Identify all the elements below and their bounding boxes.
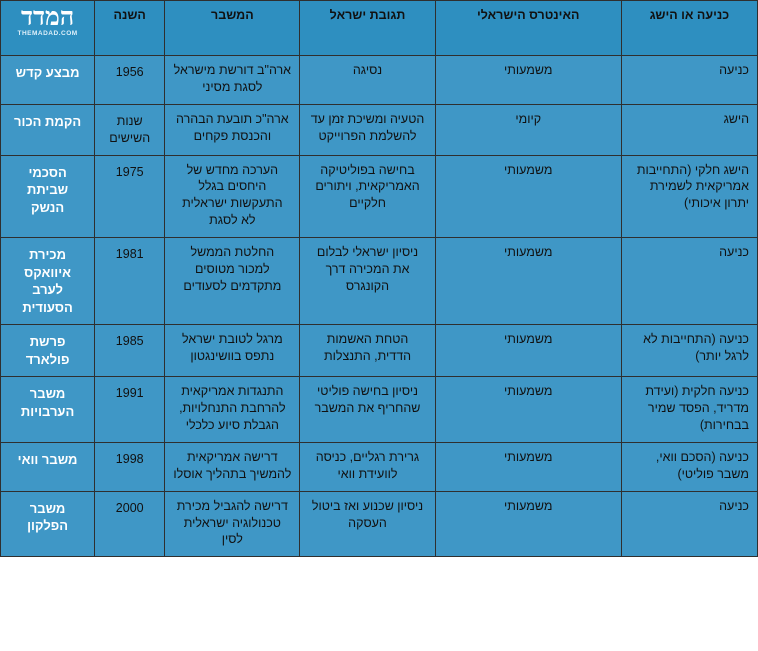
cell-event-name: משבר וואי	[1, 442, 95, 491]
cell-outcome: כניעה (הסכם וואי, משבר פוליטי)	[621, 442, 757, 491]
cell-event-name: פרשת פולארד	[1, 325, 95, 377]
column-header-israeli-interest: האינטרס הישראלי	[435, 1, 621, 56]
cell-event-name: משבר הערבויות	[1, 377, 95, 443]
cell-israeli-interest: משמעותי	[435, 377, 621, 443]
cell-israeli-response: בחישה בפוליטיקה האמריקאית, ויתורים חלקיים	[300, 155, 435, 238]
cell-israeli-response: הטעיה ומשיכת זמן עד להשלמת הפרוייקט	[300, 104, 435, 155]
cell-israeli-interest: משמעותי	[435, 155, 621, 238]
cell-outcome: כניעה חלקית (ועידת מדריד, הפסד שמיר בבחירות)	[621, 377, 757, 443]
table-row	[1, 491, 758, 557]
cell-year: 1991	[95, 377, 165, 443]
cell-outcome: כניעה	[621, 491, 757, 557]
cell-year: 1981	[95, 238, 165, 325]
column-header-outcome: כניעה או הישג	[621, 1, 757, 56]
table-row	[1, 442, 758, 491]
cell-israeli-interest: משמעותי	[435, 442, 621, 491]
logo-subtitle: THEMADAD.COM	[17, 30, 78, 37]
cell-crisis: הערכה מחדש של היחסים בגלל התעקשות ישראלית לא לסגת	[165, 155, 300, 238]
table-row	[1, 325, 758, 377]
table-header-row	[1, 1, 758, 56]
cell-israeli-response: הטחת האשמות הדדית, התנצלות	[300, 325, 435, 377]
table-header	[1, 1, 758, 56]
cell-israeli-response: ניסיון ישראלי לבלום את המכירה דרך הקונגרס	[300, 238, 435, 325]
cell-crisis: ארה"ב דורשת מישראל לסגת מסיני	[165, 56, 300, 105]
column-header-crisis: המשבר	[165, 1, 300, 56]
cell-crisis: החלטת הממשל למכור מטוסים מתקדמים לסעודים	[165, 238, 300, 325]
cell-israeli-interest: משמעותי	[435, 238, 621, 325]
cell-outcome: הישג חלקי (התחייבות אמריקאית לשמירת יתרון איכותי)	[621, 155, 757, 238]
cell-israeli-interest: קיומי	[435, 104, 621, 155]
cell-year: 1998	[95, 442, 165, 491]
cell-year: שנות השישים	[95, 104, 165, 155]
cell-year: 2000	[95, 491, 165, 557]
cell-event-name: מבצע קדש	[1, 56, 95, 105]
table-row	[1, 377, 758, 443]
cell-israeli-response: ניסיון בחישה פוליטי שהחריף את המשבר	[300, 377, 435, 443]
cell-israeli-interest: משמעותי	[435, 56, 621, 105]
cell-year: 1956	[95, 56, 165, 105]
logo-title: המדד	[20, 4, 75, 31]
column-header-israeli-response: תגובת ישראל	[300, 1, 435, 56]
table-body	[1, 56, 758, 557]
cell-year: 1975	[95, 155, 165, 238]
cell-crisis: מרגל לטובת ישראל נתפס בוושינגטון	[165, 325, 300, 377]
cell-outcome: כניעה	[621, 238, 757, 325]
table-row	[1, 238, 758, 325]
cell-outcome: כניעה	[621, 56, 757, 105]
cell-year: 1985	[95, 325, 165, 377]
table-row	[1, 104, 758, 155]
cell-event-name: הקמת הכור	[1, 104, 95, 155]
cell-outcome: הישג	[621, 104, 757, 155]
cell-crisis: התנגדות אמריקאית להרחבת התנחלויות, הגבלת סיוע כלכלי	[165, 377, 300, 443]
cell-event-name: מכירת איוואקס לערב הסעודית	[1, 238, 95, 325]
column-header-year: השנה	[95, 1, 165, 56]
cell-event-name: הסכמי שביתת הנשק	[1, 155, 95, 238]
cell-event-name: משבר הפלקון	[1, 491, 95, 557]
cell-israeli-interest: משמעותי	[435, 325, 621, 377]
cell-outcome: כניעה (התחייבות לא לרגל יותר)	[621, 325, 757, 377]
table-row	[1, 155, 758, 238]
cell-israeli-response: ניסיון שכנוע ואז ביטול העסקה	[300, 491, 435, 557]
cell-israeli-response: גרירת רגליים, כניסה לוועידת וואי	[300, 442, 435, 491]
cell-israeli-response: נסיגה	[300, 56, 435, 105]
site-logo	[1, 1, 95, 56]
cell-israeli-interest: משמעותי	[435, 491, 621, 557]
cell-crisis: ארה"כ תובעת הבהרה והכנסת פקחים	[165, 104, 300, 155]
cell-crisis: דרישה להגביל מכירת טכנולוגיה ישראלית לסין	[165, 491, 300, 557]
table-row	[1, 56, 758, 105]
cell-crisis: דרישה אמריקאית להמשיך בתהליך אוסלו	[165, 442, 300, 491]
logo-box	[5, 5, 90, 38]
